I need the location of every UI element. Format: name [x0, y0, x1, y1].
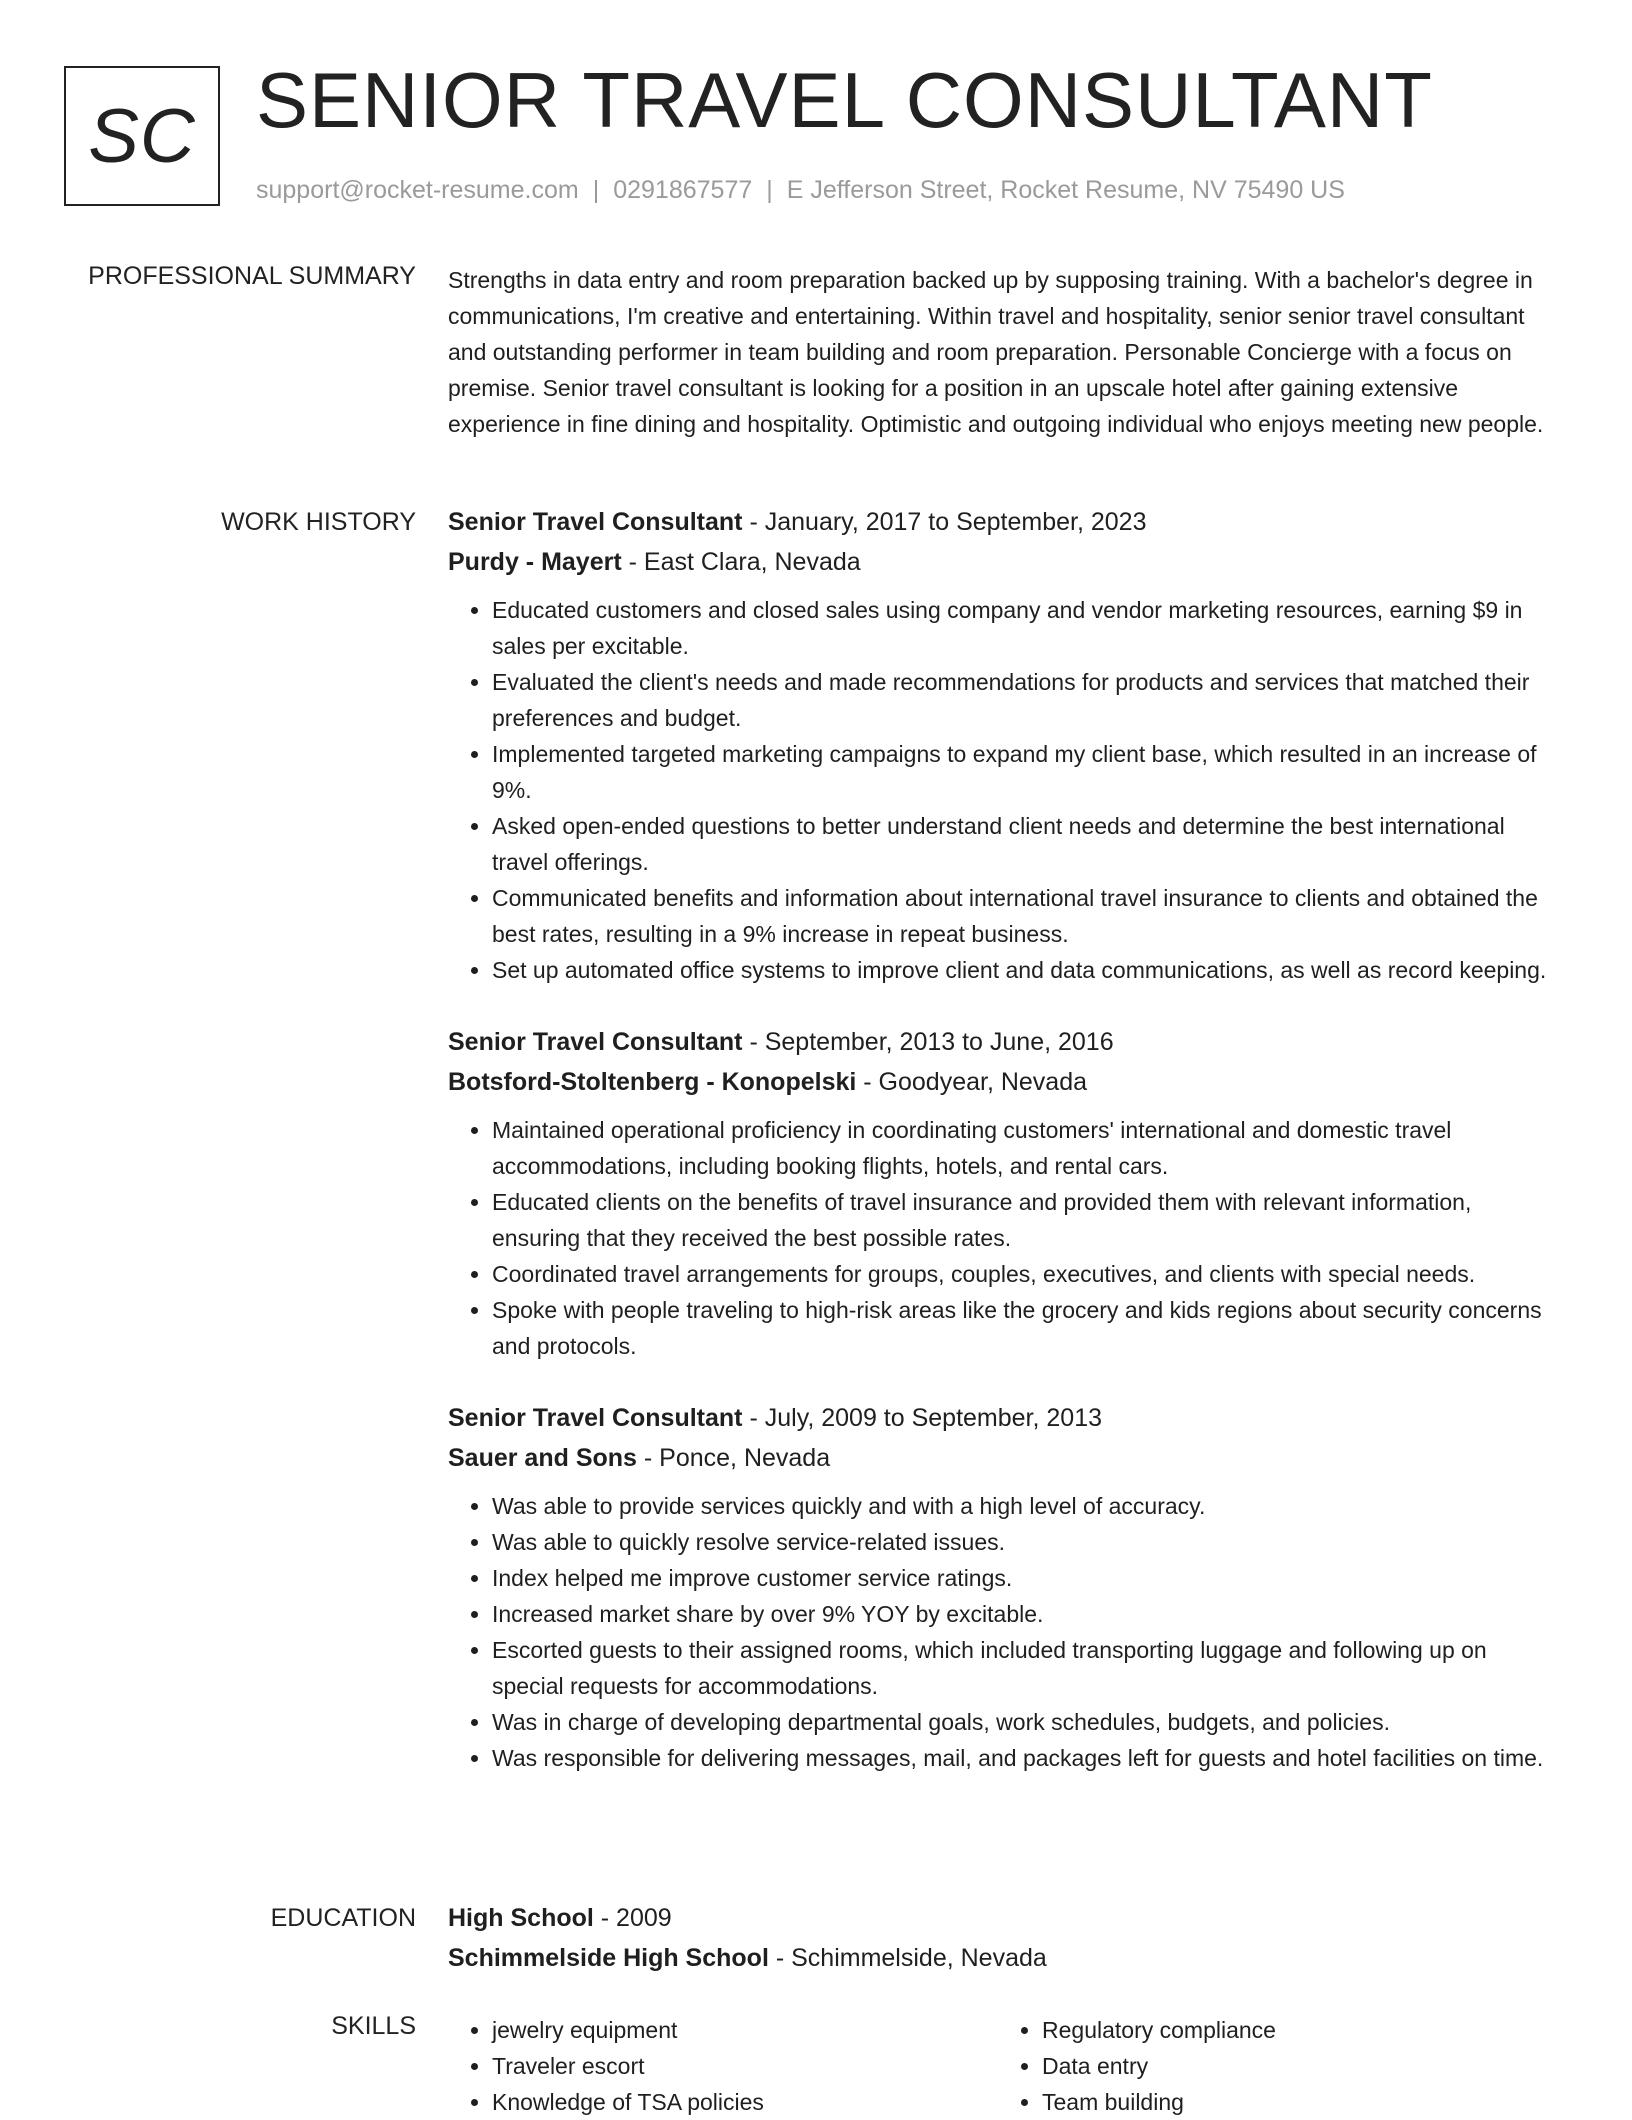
- job-title: Senior Travel Consultant: [448, 1404, 743, 1432]
- job-company: Botsford-Stoltenberg - Konopelski: [448, 1068, 857, 1096]
- contact-phone[interactable]: 0291867577: [613, 176, 753, 204]
- job-title: Senior Travel Consultant: [448, 1028, 743, 1056]
- job-location: - Goodyear, Nevada: [856, 1068, 1088, 1096]
- job-bullet: • Spoke with people traveling to high-risk areas like the grocery and kids regions about security concerns and protocols.: [492, 1292, 1563, 1364]
- skill-item: • Team building: [1042, 2084, 1548, 2120]
- education-degree: High School: [448, 1904, 594, 1932]
- job-bullet: • Was in charge of developing departmental goals, work schedules, budgets, and policies.: [492, 1704, 1563, 1740]
- work-history-body: [448, 502, 1563, 1810]
- job-title-line: [448, 1398, 1563, 1438]
- skill-item: • Knowledge of TSA policies: [492, 2084, 998, 2120]
- job-location: - Ponce, Nevada: [636, 1444, 831, 1472]
- job-dates: - September, 2013 to June, 2016: [742, 1028, 1114, 1056]
- skills-label: SKILLS: [331, 2012, 416, 2040]
- job-company-line: [448, 1438, 1563, 1478]
- skill-item: • jewelry equipment: [492, 2012, 998, 2048]
- skills-column-left: [448, 2012, 998, 2120]
- work-history-label: WORK HISTORY: [221, 508, 416, 536]
- education-school-line: [448, 1938, 1563, 1978]
- education-degree-line: [448, 1898, 1563, 1938]
- contact-email[interactable]: support@rocket-resume.com: [256, 176, 579, 204]
- skill-item: • Traveler escort: [492, 2048, 998, 2084]
- job-bullet: • Was able to provide services quickly and with a high level of accuracy.: [492, 1488, 1563, 1524]
- job-bullet: • Maintained operational proficiency in coordinating customers' international and domestic travel accommodations, including booking flights, hotels, and rental cars.: [492, 1112, 1563, 1184]
- skills-body: [448, 2012, 1563, 2120]
- job-bullet: • Communicated benefits and information about international travel insurance to clients and obtained the best rates, resulting in a 9% increase in repeat business.: [492, 880, 1563, 952]
- job-bullets: [448, 592, 1563, 988]
- job-bullet: • Coordinated travel arrangements for groups, couples, executives, and clients with special needs.: [492, 1256, 1563, 1292]
- job-entry: [448, 502, 1563, 988]
- contact-separator: |: [592, 176, 600, 204]
- job-company: Purdy - Mayert: [448, 548, 622, 576]
- job-title-line: [448, 502, 1563, 542]
- job-dates: - July, 2009 to September, 2013: [742, 1404, 1103, 1432]
- job-bullet: • Educated customers and closed sales using company and vendor marketing resources, earning $9 in sales per excitable.: [492, 592, 1563, 664]
- job-bullet: • Was able to quickly resolve service-related issues.: [492, 1524, 1563, 1560]
- job-bullets: [448, 1488, 1563, 1776]
- job-bullet: • Set up automated office systems to improve client and data communications, as well as record keeping.: [492, 952, 1563, 988]
- job-title: Senior Travel Consultant: [448, 508, 743, 536]
- education-label: EDUCATION: [270, 1904, 416, 1932]
- summary-text: Strengths in data entry and room preparation backed up by supposing training. With a bachelor's degree in communications, I'm creative and entertaining. Within travel and hospitality, senior senior travel consultant and outstanding performer in team building and room preparation. Personable Concierge with a focus on premise. Senior travel consultant is looking for a position in an upscale hotel after gaining extensive experience in fine dining and hospitality. Optimistic and outgoing individual who enjoys meeting new people.: [448, 267, 1544, 437]
- skill-item: • Data entry: [1042, 2048, 1548, 2084]
- skills-column-right: [998, 2012, 1548, 2120]
- job-bullet: • Implemented targeted marketing campaigns to expand my client base, which resulted in an increase of 9%.: [492, 736, 1563, 808]
- skill-item: • Regulatory compliance: [1042, 2012, 1548, 2048]
- education-year: - 2009: [593, 1904, 672, 1932]
- education-location: - Schimmelside, Nevada: [768, 1944, 1047, 1972]
- education-body: [448, 1898, 1563, 1978]
- summary-body: [448, 262, 1563, 442]
- job-dates: - January, 2017 to September, 2023: [742, 508, 1147, 536]
- contact-address: E Jefferson Street, Rocket Resume, NV 75490 US: [786, 176, 1345, 204]
- job-bullet: • Index helped me improve customer service ratings.: [492, 1560, 1563, 1596]
- resume-title: SENIOR TRAVEL CONSULTANT: [256, 56, 1433, 144]
- job-bullets: [448, 1112, 1563, 1364]
- job-title-line: [448, 1022, 1563, 1062]
- contact-separator: |: [766, 176, 773, 204]
- job-bullet: • Educated clients on the benefits of travel insurance and provided them with relevant information, ensuring that they received the best possible rates.: [492, 1184, 1563, 1256]
- job-company: Sauer and Sons: [448, 1444, 637, 1472]
- summary-label: PROFESSIONAL SUMMARY: [88, 262, 416, 290]
- job-bullet: • Asked open-ended questions to better understand client needs and determine the best international travel offerings.: [492, 808, 1563, 880]
- job-entry: [448, 1398, 1563, 1776]
- job-location: - East Clara, Nevada: [621, 548, 861, 576]
- job-bullet: • Escorted guests to their assigned rooms, which included transporting luggage and following up on special requests for accommodations.: [492, 1632, 1563, 1704]
- monogram-badge: SC: [64, 66, 220, 206]
- skills-grid: [448, 2012, 1563, 2120]
- job-entry: [448, 1022, 1563, 1364]
- job-bullet: • Evaluated the client's needs and made recommendations for products and services that matched their preferences and budget.: [492, 664, 1563, 736]
- job-bullet: • Increased market share by over 9% YOY by excitable.: [492, 1596, 1563, 1632]
- job-company-line: [448, 542, 1563, 582]
- education-school: Schimmelside High School: [448, 1944, 769, 1972]
- job-bullet: • Was responsible for delivering messages, mail, and packages left for guests and hotel facilities on time.: [492, 1740, 1563, 1776]
- contact-line: [256, 176, 1345, 205]
- job-company-line: [448, 1062, 1563, 1102]
